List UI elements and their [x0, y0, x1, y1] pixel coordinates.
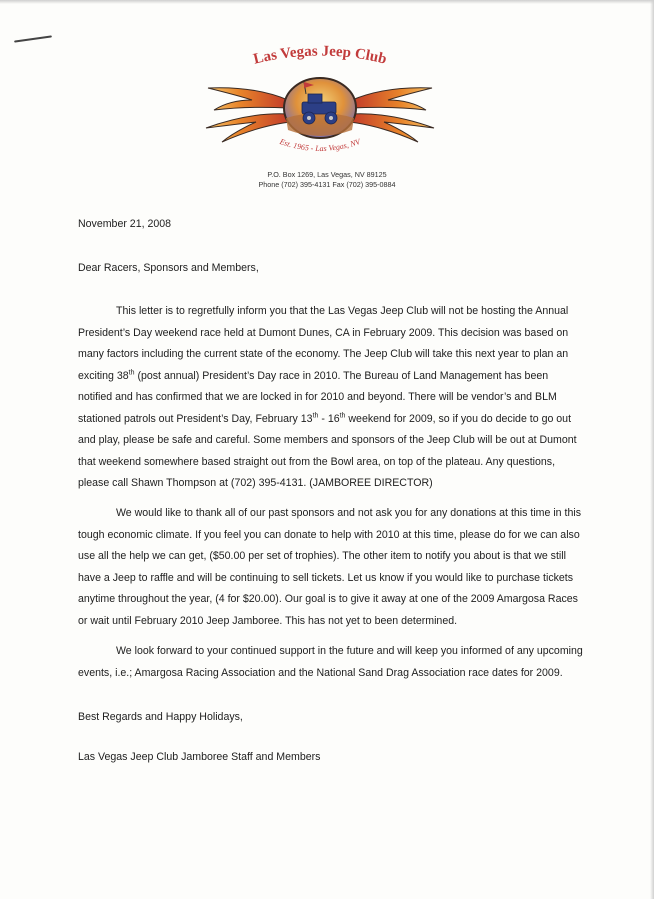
club-logo: [200, 38, 440, 168]
paragraph-2: [78, 503, 584, 632]
flame-wing-right-icon: [350, 88, 434, 142]
superscript: th: [312, 411, 319, 419]
scan-top-edge: [0, 0, 654, 4]
scan-right-edge: [650, 0, 654, 899]
paragraph-1-part-a: This letter is to regretfully inform you that the Las Vegas Jeep Club will not be hosting the Annual President’s Day weekend race held at Dumont Dunes, CA in February 2009. This decision was based on many factors including the current state of the economy. The Jeep Club will take this next year to plan an exciting 38: [78, 305, 569, 382]
pen-mark: [14, 35, 52, 42]
paragraph-1: [78, 301, 584, 495]
address-line: P.O. Box 1269, Las Vegas, NV 89125: [267, 170, 387, 179]
logo-graphic: [200, 38, 440, 168]
club-name-text: Las Vegas Jeep Club: [251, 43, 389, 68]
paragraph-3: [78, 641, 584, 684]
phone-line: Phone (702) 395-4131 Fax (702) 395-0884: [258, 180, 396, 189]
paragraph-3-text: We look forward to your continued support in the future and will keep you informed of any upcoming events, i.e.; Amargosa Racing Association and the National Sand Drag Association race dates for 2009.: [78, 645, 583, 679]
paragraph-2-text: We would like to thank all of our past sponsors and not ask you for any donations at this time in this tough economic climate. If you feel you can donate to help with 2010 at this time, please do for we can also use all the help we can get, ($50.00 per set of trophies). The other item to notify you about is that we still have a Jeep to raffle and will be continuing to sell tickets. Let us know if you would like to purchase tickets anytime throughout the year, (4 for $20.00). Our goal is to give it away at one of the 2009 Amargosa Races or wait until February 2010 Jeep Jamboree. This has not yet to been determined.: [78, 507, 582, 627]
superscript: th: [128, 368, 135, 376]
paragraph-1-part-b: (post annual) President’s Day race in 2010. The Bureau of Land Management has been notified and has confirmed that we are locked in for 2010 and beyond. There will be vendor’s and BLM stationed patrols out President’s Day, February 13: [78, 369, 557, 425]
jeep-emblem-icon: [284, 78, 356, 138]
paragraph-1-part-d: weekend for 2009, so if you do decide to go out and play, please be safe and careful. Some members and sponsors of the Jeep Club will be out at Dumont that weekend somewhere based straight out from the Bowl area, on top of the plateau. Any questions, please call Shawn Thompson at (702) 395-4131. (JAMBOREE DIRECTOR): [78, 412, 577, 489]
letter-date: November 21, 2008: [78, 218, 172, 230]
signature: Las Vegas Jeep Club Jamboree Staff and Members: [78, 751, 321, 763]
flame-wing-left-icon: [206, 88, 290, 142]
letterhead-address: [150, 170, 504, 190]
paragraph-1-part-c: - 16: [318, 412, 340, 425]
closing: Best Regards and Happy Holidays,: [78, 711, 243, 723]
established-text: Est. 1965 - Las Vegas, NV: [278, 136, 362, 154]
superscript: th: [339, 411, 346, 419]
salutation: Dear Racers, Sponsors and Members,: [78, 262, 259, 274]
